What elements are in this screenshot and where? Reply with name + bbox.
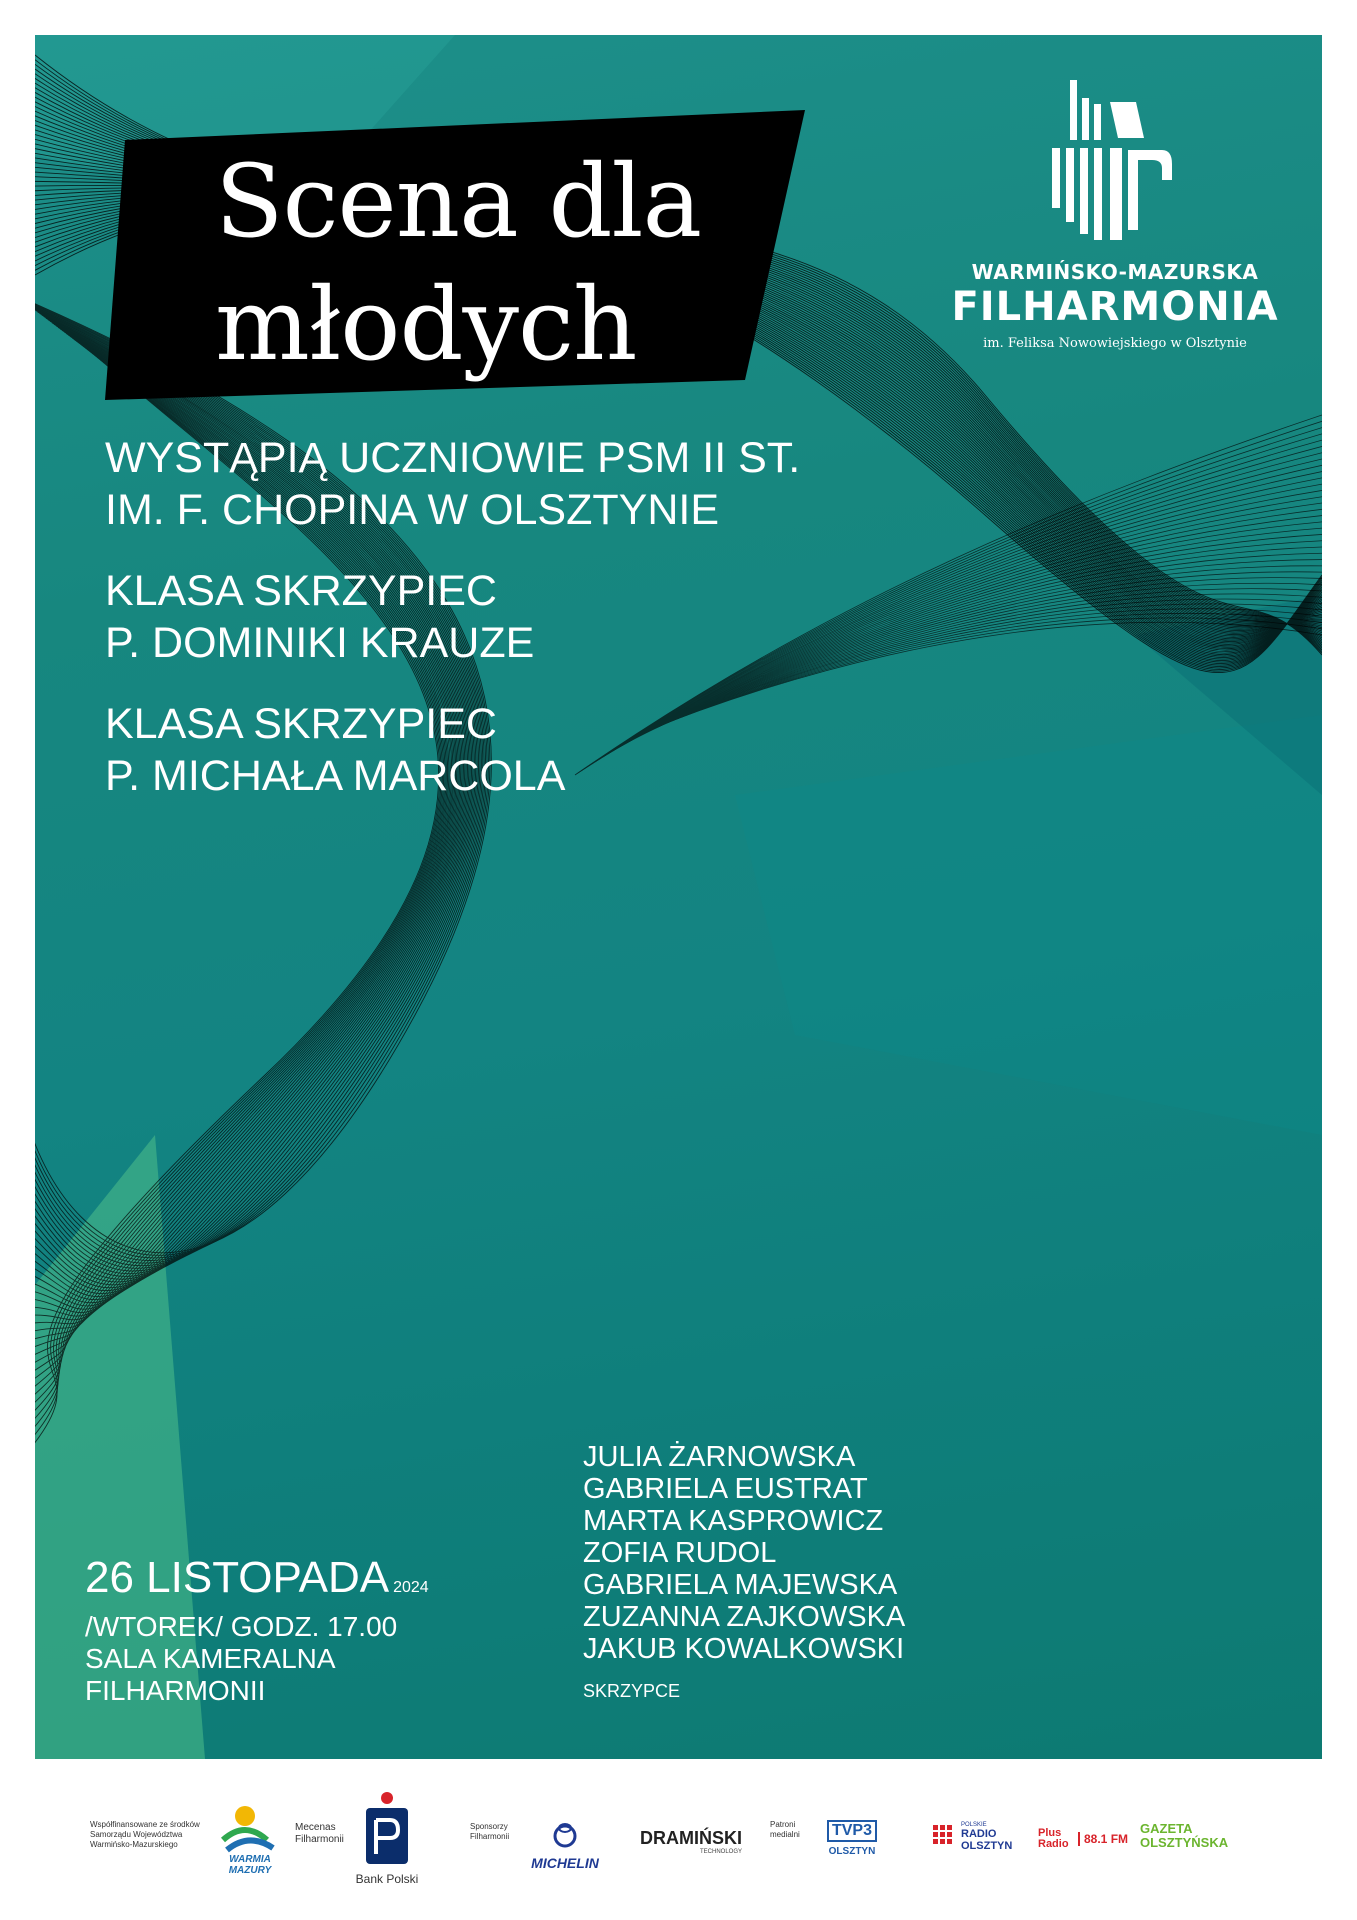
pko-text: Bank Polski [355, 1872, 419, 1886]
filharmonia-logo [915, 80, 1315, 400]
pko-bank-logo [352, 1790, 422, 1890]
list-item: GABRIELA EUSTRAT [583, 1473, 868, 1505]
michelin-man-icon [530, 1822, 600, 1850]
radio-small-text: POLSKIE [961, 1822, 987, 1828]
radio-text: RADIO OLSZTYN [961, 1828, 1013, 1852]
event-date [85, 1555, 429, 1611]
michelin-text: MICHELIN [531, 1855, 599, 1871]
class-2-line-1: KLASA SKRZYPIEC [105, 700, 497, 748]
cofinanced-label: Współfinansowane ze środków Samorządu Województwa Warmińsko-Mazurskiego [90, 1820, 200, 1849]
intro-line-1: WYSTĄPIĄ UCZNIOWIE PSM II ST. [105, 434, 801, 482]
warmia-mazury-text: WARMIA MAZURY [228, 1854, 272, 1876]
event-day-time: /WTOREK/ GODZ. 17.00 [85, 1611, 398, 1642]
draminski-text: DRAMIŃSKI [640, 1828, 742, 1848]
gazeta-olsztynska-logo [1140, 1822, 1250, 1850]
logo-patron: im. Feliksa Nowowiejskiego w Olsztynie [983, 336, 1247, 351]
draminski-logo [640, 1828, 742, 1855]
pko-icon [352, 1790, 422, 1870]
list-item: GABRIELA MAJEWSKA [583, 1569, 898, 1601]
performers-intro [105, 432, 800, 536]
logo-region: WARMIŃSKO-MAZURSKA [971, 260, 1259, 284]
tvp3-text: TVP3 [827, 1820, 877, 1842]
warmia-mazury-icon [215, 1802, 285, 1854]
event-venue-line-2: FILHARMONII [85, 1675, 266, 1706]
tvp3-city: OLSZTYN [828, 1846, 876, 1857]
violin-class-2 [105, 698, 565, 802]
poster [35, 35, 1322, 1759]
class-1-teacher: P. DOMINIKI KRAUZE [105, 619, 535, 667]
filharmonia-logo-icon [1052, 80, 1178, 240]
performers-list [583, 1441, 905, 1707]
event-year: 2024 [393, 1579, 429, 1596]
class-1-line-1: KLASA SKRZYPIEC [105, 567, 497, 615]
list-item: ZUZANNA ZAJKOWSKA [583, 1601, 906, 1633]
radio-plus-frequency: 88.1 FM [1078, 1832, 1128, 1846]
gazeta-text: GAZETA OLSZTYŃSKA [1140, 1821, 1229, 1850]
radio-plus-logo [1038, 1828, 1128, 1850]
list-item: ZOFIA RUDOL [583, 1537, 777, 1569]
media-patrons-label: Patroni medialni [770, 1820, 800, 1839]
instrument-label: SKRZYPCE [583, 1681, 681, 1701]
warmia-mazury-logo [215, 1802, 285, 1882]
violin-class-1 [105, 565, 534, 669]
intro-line-2: IM. F. CHOPINA W OLSZTYNIE [105, 486, 720, 534]
list-item: MARTA KASPROWICZ [583, 1505, 884, 1537]
michelin-logo [530, 1822, 600, 1871]
sponsors-label: Sponsorzy Filharmonii [470, 1822, 510, 1841]
title-box [105, 90, 805, 410]
title-line-2: młodych [215, 266, 637, 383]
mecenas-label: Mecenas Filharmonii [295, 1822, 344, 1845]
logo-name: FILHARMONIA [951, 284, 1279, 330]
draminski-sub: TECHNOLOGY [699, 1849, 742, 1855]
event-venue-line-1: SALA KAMERALNA [85, 1643, 336, 1674]
radio-plus-text: Plus Radio [1038, 1827, 1069, 1850]
event-details [85, 1555, 429, 1707]
radio-grid-icon [933, 1825, 957, 1849]
list-item: JULIA ŻARNOWSKA [583, 1441, 856, 1473]
title-line-1: Scena dla [215, 143, 702, 260]
list-item: JAKUB KOWALKOWSKI [583, 1633, 905, 1665]
tvp3-logo [822, 1820, 882, 1857]
sponsors-bar [90, 1790, 1270, 1900]
event-day-month: 26 LISTOPADA [85, 1553, 390, 1602]
radio-olsztyn-logo [933, 1822, 1021, 1852]
class-2-teacher: P. MICHAŁA MARCOLA [105, 752, 566, 800]
